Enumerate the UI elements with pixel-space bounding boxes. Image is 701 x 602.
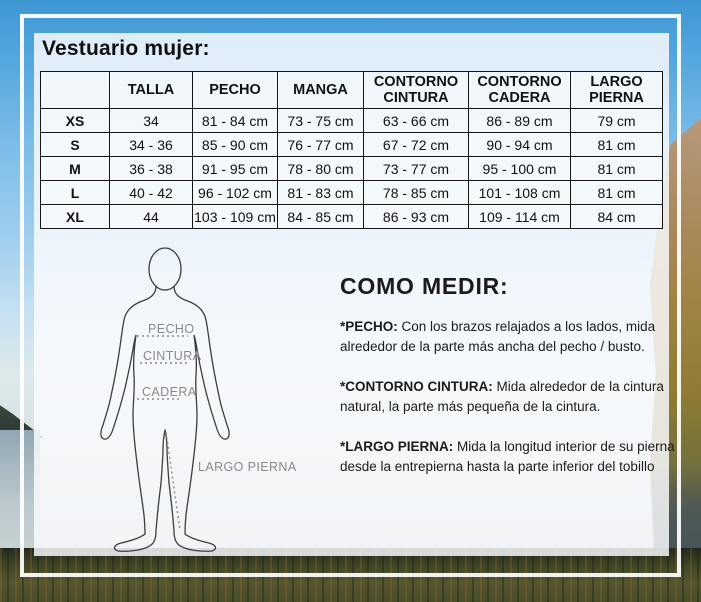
table-row: [41, 181, 663, 205]
cell-cintura: 73 - 77 cm: [364, 157, 469, 181]
table-row: [41, 109, 663, 133]
cell-pierna: 81 cm: [571, 181, 663, 205]
table-row: [41, 133, 663, 157]
table-row: [41, 205, 663, 229]
cell-size: XL: [41, 205, 110, 229]
content-panel: [34, 33, 675, 556]
instruction-label-cintura: *CONTORNO CINTURA:: [340, 378, 493, 394]
figure-label-cadera: CADERA: [142, 385, 197, 399]
cell-size: M: [41, 157, 110, 181]
cell-cintura: 63 - 66 cm: [364, 109, 469, 133]
figure-label-pecho: PECHO: [148, 322, 195, 336]
instruction-text-cintura: Mida alrededor de la cintura natural, la parte más pequeña de la cintura.: [340, 378, 664, 414]
cell-pecho: 85 - 90 cm: [193, 133, 278, 157]
cell-manga: 78 - 80 cm: [278, 157, 364, 181]
cell-size: L: [41, 181, 110, 205]
how-to-measure-section: [340, 273, 680, 497]
cell-pecho: 103 - 109 cm: [193, 205, 278, 229]
table-row: [41, 157, 663, 181]
instruction-label-largo-pierna: *LARGO PIERNA:: [340, 438, 454, 454]
header-contorno-cadera: CONTORNO CADERA: [469, 72, 571, 109]
cell-pierna: 79 cm: [571, 109, 663, 133]
cell-cadera: 90 - 94 cm: [469, 133, 571, 157]
measure-instruction-cintura: [340, 377, 680, 417]
header-empty: [41, 72, 110, 109]
cell-cadera: 86 - 89 cm: [469, 109, 571, 133]
cell-pecho: 91 - 95 cm: [193, 157, 278, 181]
cell-manga: 81 - 83 cm: [278, 181, 364, 205]
cell-manga: 76 - 77 cm: [278, 133, 364, 157]
cell-size: XS: [41, 109, 110, 133]
instruction-label-pecho: *PECHO:: [340, 319, 398, 334]
cell-pecho: 81 - 84 cm: [193, 109, 278, 133]
cell-cadera: 101 - 108 cm: [469, 181, 571, 205]
body-outline-icon: [100, 246, 235, 556]
header-largo-pierna: LARGO PIERNA: [571, 72, 663, 109]
cell-talla: 40 - 42: [110, 181, 193, 205]
instruction-text-pecho: Con los brazos relajados a los lados, mida alrededor de la parte más ancha del pecho / busto.: [340, 319, 656, 354]
how-to-measure-title: COMO MEDIR:: [340, 273, 509, 299]
cell-pierna: 81 cm: [571, 157, 663, 181]
figure-label-cintura: CINTURA: [143, 349, 202, 363]
size-table: [40, 71, 663, 229]
header-manga: MANGA: [278, 72, 364, 109]
cell-cadera: 95 - 100 cm: [469, 157, 571, 181]
cell-size: S: [41, 133, 110, 157]
header-contorno-cintura: CONTORNO CINTURA: [364, 72, 469, 109]
cell-pierna: 81 cm: [571, 133, 663, 157]
measure-instruction-pecho: [340, 317, 680, 357]
cell-talla: 44: [110, 205, 193, 229]
body-measurement-diagram: [100, 246, 310, 561]
cell-cintura: 78 - 85 cm: [364, 181, 469, 205]
cell-pecho: 96 - 102 cm: [193, 181, 278, 205]
instruction-text-largo-pierna: Mida la longitud interior de su pierna desde la entrepierna hasta la parte inferior del tobillo: [340, 438, 675, 474]
cell-pierna: 84 cm: [571, 205, 663, 229]
cell-talla: 36 - 38: [110, 157, 193, 181]
cell-talla: 34 - 36: [110, 133, 193, 157]
cell-cintura: 86 - 93 cm: [364, 205, 469, 229]
cell-talla: 34: [110, 109, 193, 133]
cell-manga: 84 - 85 cm: [278, 205, 364, 229]
header-talla: TALLA: [110, 72, 193, 109]
measure-instruction-largo-pierna: [340, 437, 680, 477]
table-header-row: [41, 72, 663, 109]
cell-cadera: 109 - 114 cm: [469, 205, 571, 229]
header-pecho: PECHO: [193, 72, 278, 109]
page-title: Vestuario mujer:: [42, 37, 210, 60]
figure-label-largo-pierna: LARGO PIERNA: [198, 460, 297, 474]
cell-manga: 73 - 75 cm: [278, 109, 364, 133]
cell-cintura: 67 - 72 cm: [364, 133, 469, 157]
